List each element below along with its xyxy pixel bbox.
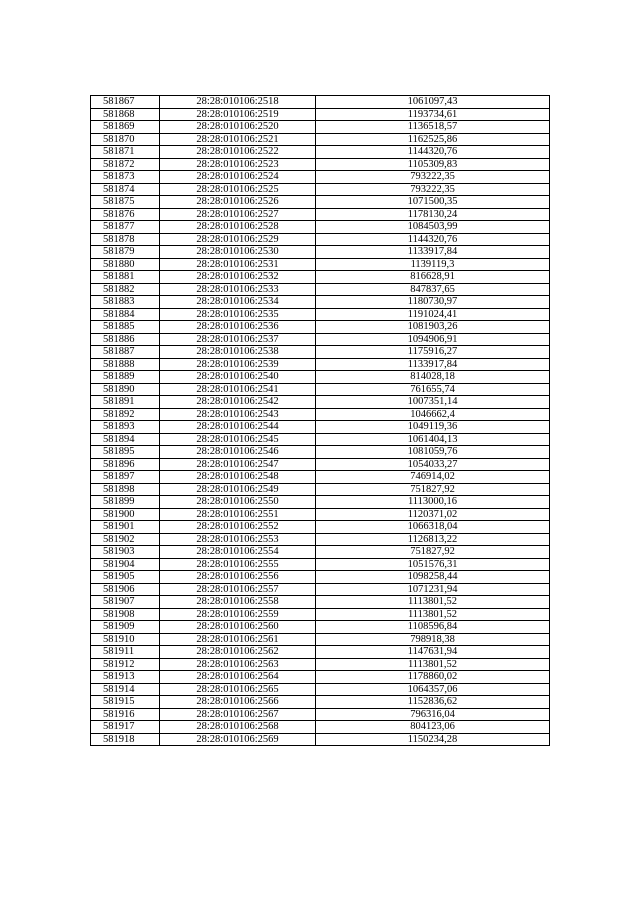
cadastral-number-cell: 28:28:010106:2558	[160, 596, 316, 609]
table-row	[91, 696, 550, 709]
cadastral-number-cell: 28:28:010106:2525	[160, 183, 316, 196]
cadastral-number-cell: 28:28:010106:2555	[160, 558, 316, 571]
cadastral-value-cell: 1152836,62	[316, 696, 550, 709]
cadastral-value-cell: 1061097,43	[316, 96, 550, 109]
row-number-cell: 581873	[91, 171, 160, 184]
cadastral-number-cell: 28:28:010106:2529	[160, 233, 316, 246]
row-number-cell: 581917	[91, 721, 160, 734]
cadastral-value-cell: 1094906,91	[316, 333, 550, 346]
table-row	[91, 708, 550, 721]
cadastral-number-cell: 28:28:010106:2524	[160, 171, 316, 184]
cadastral-number-cell: 28:28:010106:2551	[160, 508, 316, 521]
table-row	[91, 483, 550, 496]
table-row	[91, 408, 550, 421]
cadastral-value-cell: 746914,02	[316, 471, 550, 484]
cadastral-number-cell: 28:28:010106:2557	[160, 583, 316, 596]
row-number-cell: 581906	[91, 583, 160, 596]
table-row	[91, 108, 550, 121]
table-row	[91, 433, 550, 446]
row-number-cell: 581893	[91, 421, 160, 434]
cadastral-value-cell: 1180730,97	[316, 296, 550, 309]
cadastral-value-cell: 1105309,83	[316, 158, 550, 171]
cadastral-value-cell: 1162525,86	[316, 133, 550, 146]
table-row	[91, 458, 550, 471]
table-row	[91, 733, 550, 746]
row-number-cell: 581902	[91, 533, 160, 546]
table-row	[91, 646, 550, 659]
cadastral-value-cell: 1126813,22	[316, 533, 550, 546]
table-row	[91, 683, 550, 696]
row-number-cell: 581869	[91, 121, 160, 134]
cadastral-number-cell: 28:28:010106:2548	[160, 471, 316, 484]
table-row	[91, 258, 550, 271]
cadastral-number-cell: 28:28:010106:2546	[160, 446, 316, 459]
cadastral-number-cell: 28:28:010106:2534	[160, 296, 316, 309]
cadastral-value-cell: 1136518,57	[316, 121, 550, 134]
cadastral-number-cell: 28:28:010106:2567	[160, 708, 316, 721]
table-row	[91, 521, 550, 534]
cadastral-value-cell: 1139119,3	[316, 258, 550, 271]
cadastral-number-cell: 28:28:010106:2526	[160, 196, 316, 209]
cadastral-value-cell: 1051576,31	[316, 558, 550, 571]
cadastral-value-cell: 1081059,76	[316, 446, 550, 459]
row-number-cell: 581868	[91, 108, 160, 121]
row-number-cell: 581889	[91, 371, 160, 384]
cadastral-number-cell: 28:28:010106:2561	[160, 633, 316, 646]
table-row	[91, 633, 550, 646]
cadastral-number-cell: 28:28:010106:2533	[160, 283, 316, 296]
cadastral-value-cell: 1144320,76	[316, 146, 550, 159]
cadastral-number-cell: 28:28:010106:2544	[160, 421, 316, 434]
cadastral-value-cell: 816628,91	[316, 271, 550, 284]
row-number-cell: 581910	[91, 633, 160, 646]
row-number-cell: 581915	[91, 696, 160, 709]
row-number-cell: 581897	[91, 471, 160, 484]
cadastral-value-cell: 1178860,02	[316, 671, 550, 684]
cadastral-value-cell: 1113801,52	[316, 596, 550, 609]
cadastral-value-cell: 1054033,27	[316, 458, 550, 471]
cadastral-value-cell: 751827,92	[316, 483, 550, 496]
table-row	[91, 671, 550, 684]
row-number-cell: 581871	[91, 146, 160, 159]
cadastral-value-cell: 1064357,06	[316, 683, 550, 696]
table-row	[91, 96, 550, 109]
row-number-cell: 581901	[91, 521, 160, 534]
cadastral-value-cell: 793222,35	[316, 183, 550, 196]
cadastral-value-cell: 751827,92	[316, 546, 550, 559]
row-number-cell: 581877	[91, 221, 160, 234]
table-row	[91, 446, 550, 459]
table-row	[91, 158, 550, 171]
cadastral-value-cell: 814028,18	[316, 371, 550, 384]
cadastral-number-cell: 28:28:010106:2556	[160, 571, 316, 584]
cadastral-number-cell: 28:28:010106:2542	[160, 396, 316, 409]
row-number-cell: 581874	[91, 183, 160, 196]
cadastral-number-cell: 28:28:010106:2527	[160, 208, 316, 221]
cadastral-number-cell: 28:28:010106:2559	[160, 608, 316, 621]
table-body	[91, 96, 550, 746]
cadastral-value-cell: 1046662,4	[316, 408, 550, 421]
cadastral-value-cell: 1049119,36	[316, 421, 550, 434]
cadastral-number-cell: 28:28:010106:2553	[160, 533, 316, 546]
row-number-cell: 581898	[91, 483, 160, 496]
cadastral-value-cell: 1113801,52	[316, 658, 550, 671]
cadastral-number-cell: 28:28:010106:2566	[160, 696, 316, 709]
table-row	[91, 558, 550, 571]
cadastral-value-cell: 1133917,84	[316, 358, 550, 371]
cadastral-value-cell: 1133917,84	[316, 246, 550, 259]
cadastral-value-cell: 1113801,52	[316, 608, 550, 621]
cadastral-value-cell: 1061404,13	[316, 433, 550, 446]
cadastral-value-cell: 804123,06	[316, 721, 550, 734]
cadastral-number-cell: 28:28:010106:2521	[160, 133, 316, 146]
table-row	[91, 471, 550, 484]
table-row	[91, 421, 550, 434]
table-row	[91, 171, 550, 184]
cadastral-number-cell: 28:28:010106:2545	[160, 433, 316, 446]
cadastral-value-cell: 1178130,24	[316, 208, 550, 221]
cadastral-number-cell: 28:28:010106:2549	[160, 483, 316, 496]
table-row	[91, 121, 550, 134]
table-row	[91, 146, 550, 159]
table-row	[91, 133, 550, 146]
row-number-cell: 581881	[91, 271, 160, 284]
cadastral-number-cell: 28:28:010106:2564	[160, 671, 316, 684]
cadastral-number-cell: 28:28:010106:2522	[160, 146, 316, 159]
table-row	[91, 333, 550, 346]
table-row	[91, 721, 550, 734]
table-row	[91, 296, 550, 309]
cadastral-value-cell: 1147631,94	[316, 646, 550, 659]
row-number-cell: 581908	[91, 608, 160, 621]
cadastral-number-cell: 28:28:010106:2528	[160, 221, 316, 234]
cadastral-number-cell: 28:28:010106:2532	[160, 271, 316, 284]
cadastral-number-cell: 28:28:010106:2539	[160, 358, 316, 371]
cadastral-number-cell: 28:28:010106:2569	[160, 733, 316, 746]
row-number-cell: 581887	[91, 346, 160, 359]
cadastral-number-cell: 28:28:010106:2537	[160, 333, 316, 346]
row-number-cell: 581876	[91, 208, 160, 221]
table-row	[91, 208, 550, 221]
row-number-cell: 581879	[91, 246, 160, 259]
row-number-cell: 581914	[91, 683, 160, 696]
row-number-cell: 581911	[91, 646, 160, 659]
row-number-cell: 581892	[91, 408, 160, 421]
cadastral-number-cell: 28:28:010106:2560	[160, 621, 316, 634]
table-row	[91, 358, 550, 371]
table-row	[91, 396, 550, 409]
cadastral-number-cell: 28:28:010106:2552	[160, 521, 316, 534]
cadastral-number-cell: 28:28:010106:2563	[160, 658, 316, 671]
table-row	[91, 583, 550, 596]
table-row	[91, 533, 550, 546]
cadastral-value-cell: 1066318,04	[316, 521, 550, 534]
row-number-cell: 581888	[91, 358, 160, 371]
cadastral-number-cell: 28:28:010106:2554	[160, 546, 316, 559]
table-row	[91, 308, 550, 321]
cadastral-number-cell: 28:28:010106:2518	[160, 96, 316, 109]
cadastral-number-cell: 28:28:010106:2535	[160, 308, 316, 321]
cadastral-value-table	[90, 95, 550, 746]
row-number-cell: 581867	[91, 96, 160, 109]
cadastral-number-cell: 28:28:010106:2530	[160, 246, 316, 259]
row-number-cell: 581909	[91, 621, 160, 634]
cadastral-value-cell: 1108596,84	[316, 621, 550, 634]
row-number-cell: 581900	[91, 508, 160, 521]
cadastral-value-cell: 1071231,94	[316, 583, 550, 596]
cadastral-number-cell: 28:28:010106:2568	[160, 721, 316, 734]
table-row	[91, 371, 550, 384]
row-number-cell: 581905	[91, 571, 160, 584]
row-number-cell: 581918	[91, 733, 160, 746]
cadastral-number-cell: 28:28:010106:2550	[160, 496, 316, 509]
table-row	[91, 196, 550, 209]
cadastral-value-cell: 1193734,61	[316, 108, 550, 121]
cadastral-value-cell: 1084503,99	[316, 221, 550, 234]
cadastral-number-cell: 28:28:010106:2519	[160, 108, 316, 121]
row-number-cell: 581885	[91, 321, 160, 334]
row-number-cell: 581870	[91, 133, 160, 146]
cadastral-number-cell: 28:28:010106:2531	[160, 258, 316, 271]
row-number-cell: 581895	[91, 446, 160, 459]
cadastral-number-cell: 28:28:010106:2565	[160, 683, 316, 696]
table-row	[91, 596, 550, 609]
table-row	[91, 383, 550, 396]
row-number-cell: 581875	[91, 196, 160, 209]
row-number-cell: 581882	[91, 283, 160, 296]
row-number-cell: 581878	[91, 233, 160, 246]
cadastral-value-cell: 1071500,35	[316, 196, 550, 209]
table-row	[91, 246, 550, 259]
cadastral-number-cell: 28:28:010106:2523	[160, 158, 316, 171]
row-number-cell: 581890	[91, 383, 160, 396]
table-row	[91, 621, 550, 634]
cadastral-value-cell: 847837,65	[316, 283, 550, 296]
cadastral-value-cell: 1007351,14	[316, 396, 550, 409]
cadastral-value-cell: 793222,35	[316, 171, 550, 184]
row-number-cell: 581903	[91, 546, 160, 559]
table-row	[91, 321, 550, 334]
table-row	[91, 658, 550, 671]
table-row	[91, 546, 550, 559]
table-row	[91, 346, 550, 359]
cadastral-value-cell: 1191024,41	[316, 308, 550, 321]
table-row	[91, 233, 550, 246]
cadastral-value-cell: 1144320,76	[316, 233, 550, 246]
table-row	[91, 183, 550, 196]
cadastral-number-cell: 28:28:010106:2547	[160, 458, 316, 471]
row-number-cell: 581916	[91, 708, 160, 721]
cadastral-value-cell: 798918,38	[316, 633, 550, 646]
row-number-cell: 581899	[91, 496, 160, 509]
cadastral-number-cell: 28:28:010106:2562	[160, 646, 316, 659]
row-number-cell: 581913	[91, 671, 160, 684]
cadastral-value-cell: 1098258,44	[316, 571, 550, 584]
table-row	[91, 221, 550, 234]
table-row	[91, 271, 550, 284]
row-number-cell: 581886	[91, 333, 160, 346]
row-number-cell: 581880	[91, 258, 160, 271]
cadastral-value-cell: 796316,04	[316, 708, 550, 721]
row-number-cell: 581904	[91, 558, 160, 571]
cadastral-number-cell: 28:28:010106:2541	[160, 383, 316, 396]
cadastral-number-cell: 28:28:010106:2540	[160, 371, 316, 384]
row-number-cell: 581896	[91, 458, 160, 471]
row-number-cell: 581883	[91, 296, 160, 309]
cadastral-number-cell: 28:28:010106:2536	[160, 321, 316, 334]
cadastral-value-cell: 1175916,27	[316, 346, 550, 359]
table-row	[91, 571, 550, 584]
cadastral-number-cell: 28:28:010106:2538	[160, 346, 316, 359]
cadastral-value-cell: 1113000,16	[316, 496, 550, 509]
cadastral-value-cell: 761655,74	[316, 383, 550, 396]
row-number-cell: 581894	[91, 433, 160, 446]
cadastral-value-cell: 1120371,02	[316, 508, 550, 521]
cadastral-value-cell: 1150234,28	[316, 733, 550, 746]
table-row	[91, 496, 550, 509]
cadastral-number-cell: 28:28:010106:2520	[160, 121, 316, 134]
row-number-cell: 581884	[91, 308, 160, 321]
row-number-cell: 581891	[91, 396, 160, 409]
table-row	[91, 508, 550, 521]
table-row	[91, 283, 550, 296]
row-number-cell: 581907	[91, 596, 160, 609]
row-number-cell: 581872	[91, 158, 160, 171]
row-number-cell: 581912	[91, 658, 160, 671]
cadastral-value-cell: 1081903,26	[316, 321, 550, 334]
table-row	[91, 608, 550, 621]
cadastral-number-cell: 28:28:010106:2543	[160, 408, 316, 421]
